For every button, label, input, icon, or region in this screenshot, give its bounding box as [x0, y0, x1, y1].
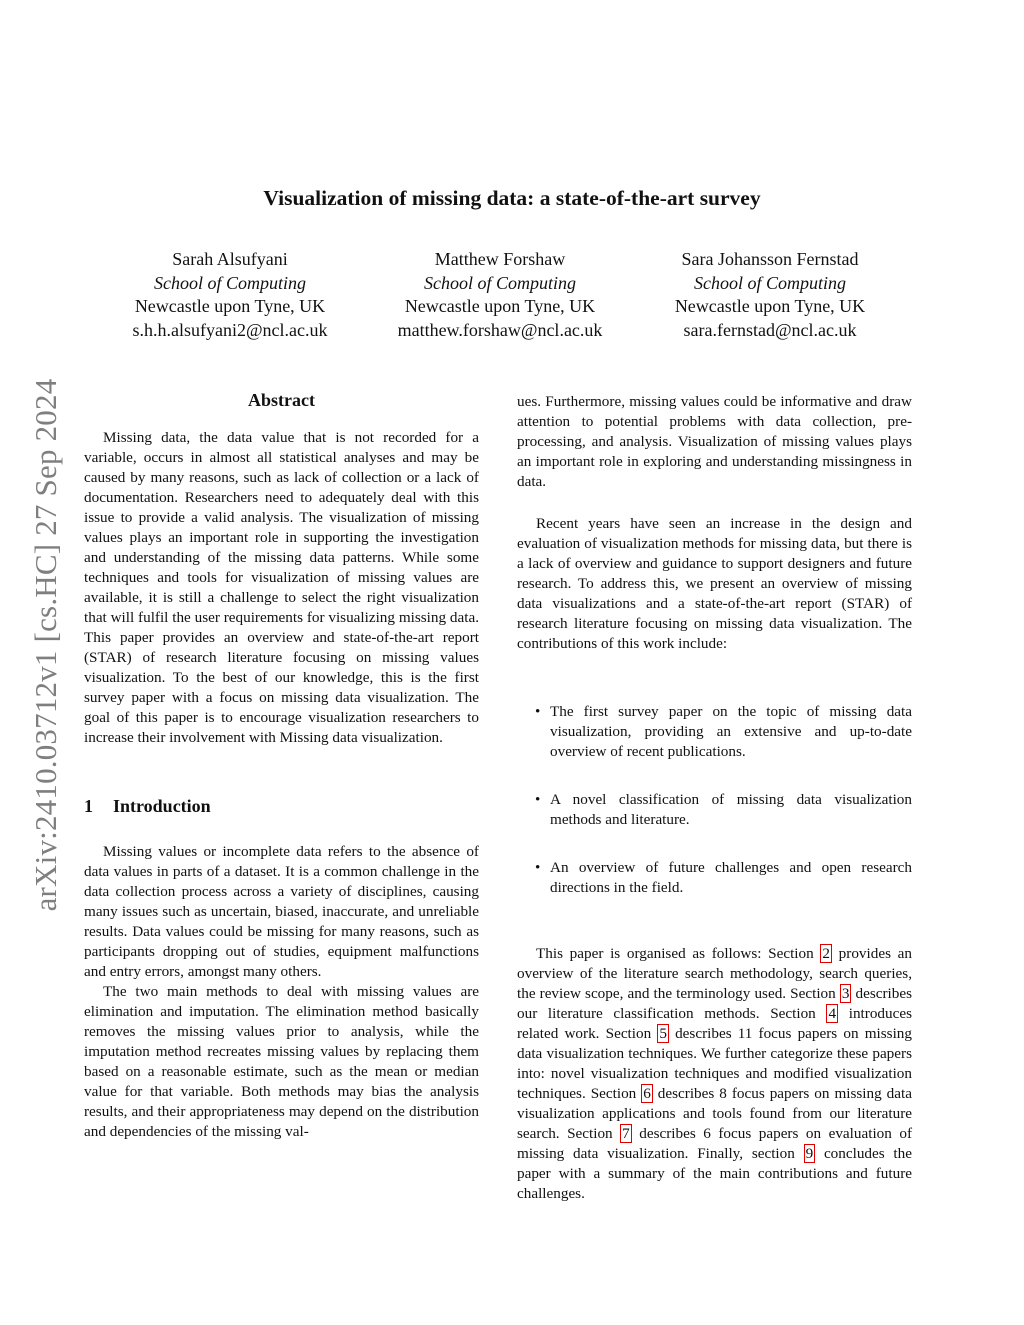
author-email: s.h.h.alsufyani2@ncl.ac.uk — [132, 319, 328, 340]
section-ref-link[interactable]: 5 — [659, 1025, 667, 1042]
section-ref-link[interactable]: 6 — [643, 1085, 651, 1102]
organisation-text: provides an overview of the literature search methodology, search queries, the review scope, and the terminology used. Section — [517, 945, 913, 1002]
section-ref-link[interactable]: 7 — [622, 1125, 630, 1142]
author-email: matthew.forshaw@ncl.ac.uk — [397, 319, 603, 340]
author-name: Matthew Forshaw — [434, 249, 566, 269]
section-heading-introduction — [84, 796, 479, 816]
section-ref-link[interactable]: 2 — [822, 945, 830, 962]
list-item — [517, 790, 912, 830]
author-location: Newcastle upon Tyne, UK — [674, 296, 866, 316]
abstract-heading: Abstract — [248, 390, 315, 410]
organisation-paragraph — [517, 944, 912, 1204]
author-block — [350, 248, 650, 342]
section-ref-link[interactable]: 3 — [841, 985, 850, 1002]
author-location: Newcastle upon Tyne, UK — [134, 296, 326, 316]
organisation-text: concludes the paper with a summary of the main contributions and future challenges. — [517, 1145, 912, 1202]
section-ref-link[interactable]: 9 — [805, 1145, 814, 1162]
author-affiliation: School of Computing — [694, 272, 846, 293]
author-email: sara.fernstad@ncl.ac.uk — [683, 319, 857, 340]
author-affiliation: School of Computing — [154, 272, 306, 293]
right-column — [517, 392, 912, 1204]
organisation-text: describes our literature classification methods. Section — [517, 985, 912, 1022]
organisation-text: This paper is organised as follows: Section — [536, 945, 821, 962]
list-item — [517, 858, 912, 898]
organisation-text: introduces related work. Section — [517, 1005, 913, 1042]
author-block — [620, 248, 920, 342]
author-block — [80, 248, 380, 342]
left-column — [84, 390, 479, 1142]
section-ref-link[interactable]: 4 — [828, 1005, 837, 1022]
paper-title: Visualization of missing data: a state-of-the-art survey — [263, 186, 761, 211]
abstract-text: Missing data, the data value that is not recorded for a variable, occurs in almost all statistical analyses and may be caused by many reasons, such as lack of collection or a lack of documentation. Researchers need to adequately deal with this issue to provide a valid analysis. The visualization of missing values plays an important role in supporting the investigation and understanding of the missing data patterns. While some techniques and tools for visualization of missing values are available, it is still a challenge to select the right visualization that will fulfil the user requirements for visualizing missing data. This paper provides an overview and state-of-the-art report (STAR) of research literature focusing on missing values visualization. To the best of our knowledge, this is the first survey paper with a focus on missing data visualization. The goal of this paper is to encourage visualization researchers to increase their involvement with Missing data visualization. — [84, 429, 479, 746]
section-number: 1 — [84, 796, 93, 816]
intro-paragraph: Missing values or incomplete data refers to the absence of data values in parts of a dataset. It is a common challenge in the data collection process across a variety of disciplines, causing many issues such as uncertain, biased, inaccurate, and unreliable results. Data values could be missing for many reasons, such as participants dropping out of studies, equipment malfunctions and entry errors, amongst many others. — [84, 843, 479, 980]
list-item-text: The first survey paper on the topic of missing data visualization, providing an extensive and up-to-date overview of recent publications. — [550, 703, 912, 760]
organisation-text: describes 8 focus papers on missing data visualization applications and tools found from our literature search. Section — [517, 1085, 912, 1142]
bullet-icon: • — [535, 859, 541, 876]
author-name: Sarah Alsufyani — [172, 249, 288, 269]
list-item-text: A novel classification of missing data visualization methods and literature. — [550, 791, 912, 828]
intro-paragraph-continued: ues. Furthermore, missing values could be informative and draw attention to potential problems with data collection, pre-processing, and analysis. Visualization of missing values plays an important role in exploring and understanding missingness in data. — [517, 393, 912, 490]
author-location: Newcastle upon Tyne, UK — [404, 296, 596, 316]
section-title: Introduction — [113, 796, 211, 816]
organisation-text: describes 6 focus papers on evaluation of missing data visualization. Finally, section — [517, 1125, 913, 1162]
bullet-icon: • — [535, 703, 541, 720]
contributions-list — [517, 702, 912, 898]
bullet-icon: • — [535, 791, 541, 808]
list-item — [517, 702, 912, 762]
intro-paragraph: Recent years have seen an increase in the design and evaluation of visualization methods for missing data, but there is a lack of overview and guidance to support designers and future research. To address this, we present an overview of missing data visualizations and a state-of-the-art report (STAR) of research literature focusing on missing data visualization. The contributions of this work include: — [517, 515, 912, 652]
list-item-text: An overview of future challenges and open research directions in the field. — [550, 859, 912, 896]
organisation-text: describes 11 focus papers on missing data visualization techniques. We further categorize these papers into: novel visualization techniques and modified visualization techniques. Section — [517, 1025, 912, 1102]
author-name: Sara Johansson Fernstad — [681, 249, 859, 269]
arxiv-identifier: arXiv:2410.03712v1 [cs.HC] 27 Sep 2024 — [28, 378, 63, 912]
author-affiliation: School of Computing — [424, 272, 576, 293]
intro-paragraph: The two main methods to deal with missing values are elimination and imputation. The elimination method basically removes the missing values prior to analysis, while the imputation method recreates missing values by replacing them based on a reasonable estimate, such as the mean or median value for that variable. Both methods may bias the analysis results, and their appropriateness may depend on the distribution and dependencies of the missing val- — [84, 983, 479, 1140]
